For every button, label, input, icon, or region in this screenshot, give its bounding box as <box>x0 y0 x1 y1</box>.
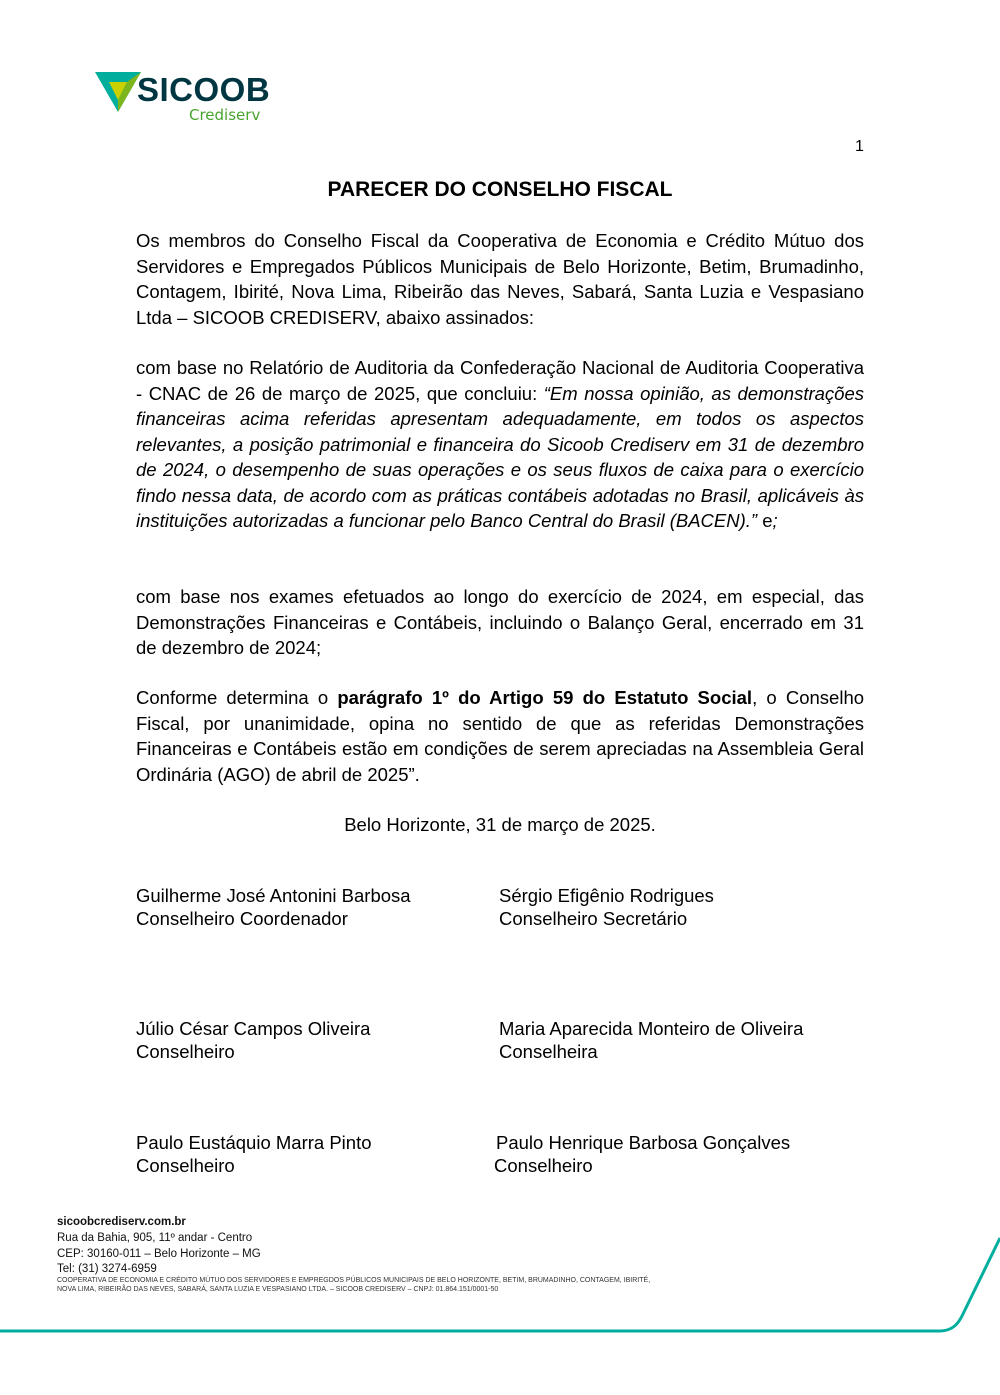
footer-legal-line: NOVA LIMA, RIBEIRÃO DAS NEVES, SABARÁ, SANTA LUZIA E VESPASIANO LTDA. – SICOOB CREDISERV – CNPJ: 01.864.151/0001-50 <box>57 1286 499 1293</box>
signatory-name: Sérgio Efigênio Rodrigues <box>499 885 714 906</box>
signatory-role: Conselheiro <box>136 1154 235 1176</box>
paragraph-audit-report <box>136 355 864 534</box>
signatory-role: Conselheiro Coordenador <box>136 907 348 929</box>
audit-report-tail: e <box>757 510 773 531</box>
paragraph-members: Os membros do Conselho Fiscal da Cooperativa de Economia e Crédito Mútuo dos Servidores e Empregados Públicos Municipais de Belo Horizonte, Betim, Brumadinho, Contagem, Ibirité, Nova Lima, Ribeirão das Neves, Sabará, Santa Luzia e Vespasiano Ltda – SICOOB CREDISERV, abaixo assinados: <box>136 230 864 328</box>
signatory-block <box>136 1132 372 1177</box>
opinion-lead: Conforme determina o <box>136 687 338 708</box>
footer-phone: Tel: (31) 3274-6959 <box>57 1263 157 1275</box>
signatory-role: Conselheiro <box>136 1040 235 1062</box>
footer-cep: CEP: 30160-011 – Belo Horizonte – MG <box>57 1248 261 1260</box>
logo-wordmark: SICOOB <box>137 71 271 108</box>
signatory-block <box>494 1132 790 1177</box>
signatory-name: Júlio César Campos Oliveira <box>136 1018 371 1039</box>
signatory-role: Conselheira <box>499 1040 598 1062</box>
paragraph-exams: com base nos exames efetuados ao longo do exercício de 2024, em especial, das Demonstrações Financeiras e Contábeis, incluindo o Balanço Geral, encerrado em 31 de dezembro de 2024; <box>136 586 864 658</box>
audit-report-quote: “Em nossa opinião, as demonstrações financeiras acima referidas apresentam adequadamente, em todos os aspectos relevantes, a posição patrimonial e financeira do Sicoob Crediserv em 31 de dezembro de 2024, o desempenho de suas operações e os seus fluxos de caixa para o exercício findo nessa data, de acordo com as práticas contábeis adotadas no Brasil, aplicáveis às instituições autorizadas a funcionar pelo Banco Central do Brasil (BACEN).” <box>136 382 864 531</box>
document-title: PARECER DO CONSELHO FISCAL <box>327 178 673 201</box>
signatory-block <box>499 1018 803 1063</box>
signatory-block <box>499 885 714 930</box>
footer-legal-line: COOPERATIVA DE ECONOMIA E CRÉDITO MÚTUO DOS SERVIDORES E EMPREGDOS PÚBLICOS MUNICIPAIS DE BELO HORIZONTE, BETIM, BRUMADINHO, CONTAGEM, IBIRITÉ, <box>57 1277 651 1284</box>
page-number: 1 <box>855 138 864 155</box>
opinion-tail: , o Conselho Fiscal, por unanimidade, opina no sentido de que as referidas Demonstrações Financeiras e Contábeis estão em condições de serem apreciadas na Assembleia Geral Ordinária (AGO) de abril de 2025”. <box>136 687 865 785</box>
footer <box>57 1214 777 1294</box>
signatory-name: Maria Aparecida Monteiro de Oliveira <box>499 1018 804 1039</box>
paragraph-opinion <box>136 685 864 787</box>
sicoob-logo-mark-icon <box>95 72 141 116</box>
signatory-block <box>136 885 411 930</box>
sicoob-logo <box>95 70 275 128</box>
signatory-name: Paulo Henrique Barbosa Gonçalves <box>496 1132 791 1153</box>
signatory-role: Conselheiro Secretário <box>499 907 688 929</box>
signatory-name: Paulo Eustáquio Marra Pinto <box>136 1132 372 1153</box>
footer-website[interactable]: sicoobcrediserv.com.br <box>57 1216 186 1228</box>
audit-report-tail-punct: ; <box>772 510 778 531</box>
signatory-name: Guilherme José Antonini Barbosa <box>136 885 411 906</box>
date-line: Belo Horizonte, 31 de março de 2025. <box>344 814 656 835</box>
signatory-block <box>136 1018 370 1063</box>
signatory-role: Conselheiro <box>494 1154 593 1176</box>
footer-address: Rua da Bahia, 905, 11º andar - Centro <box>57 1232 253 1244</box>
opinion-statute-reference: parágrafo 1º do Artigo 59 do Estatuto Social <box>337 687 753 708</box>
audit-report-lead: com base no Relatório de Auditoria da Confederação Nacional de Auditoria Cooperativa - CNAC de 26 de março de 2025, que concluiu: <box>136 357 864 404</box>
logo-subtitle: Crediserv <box>189 106 261 124</box>
